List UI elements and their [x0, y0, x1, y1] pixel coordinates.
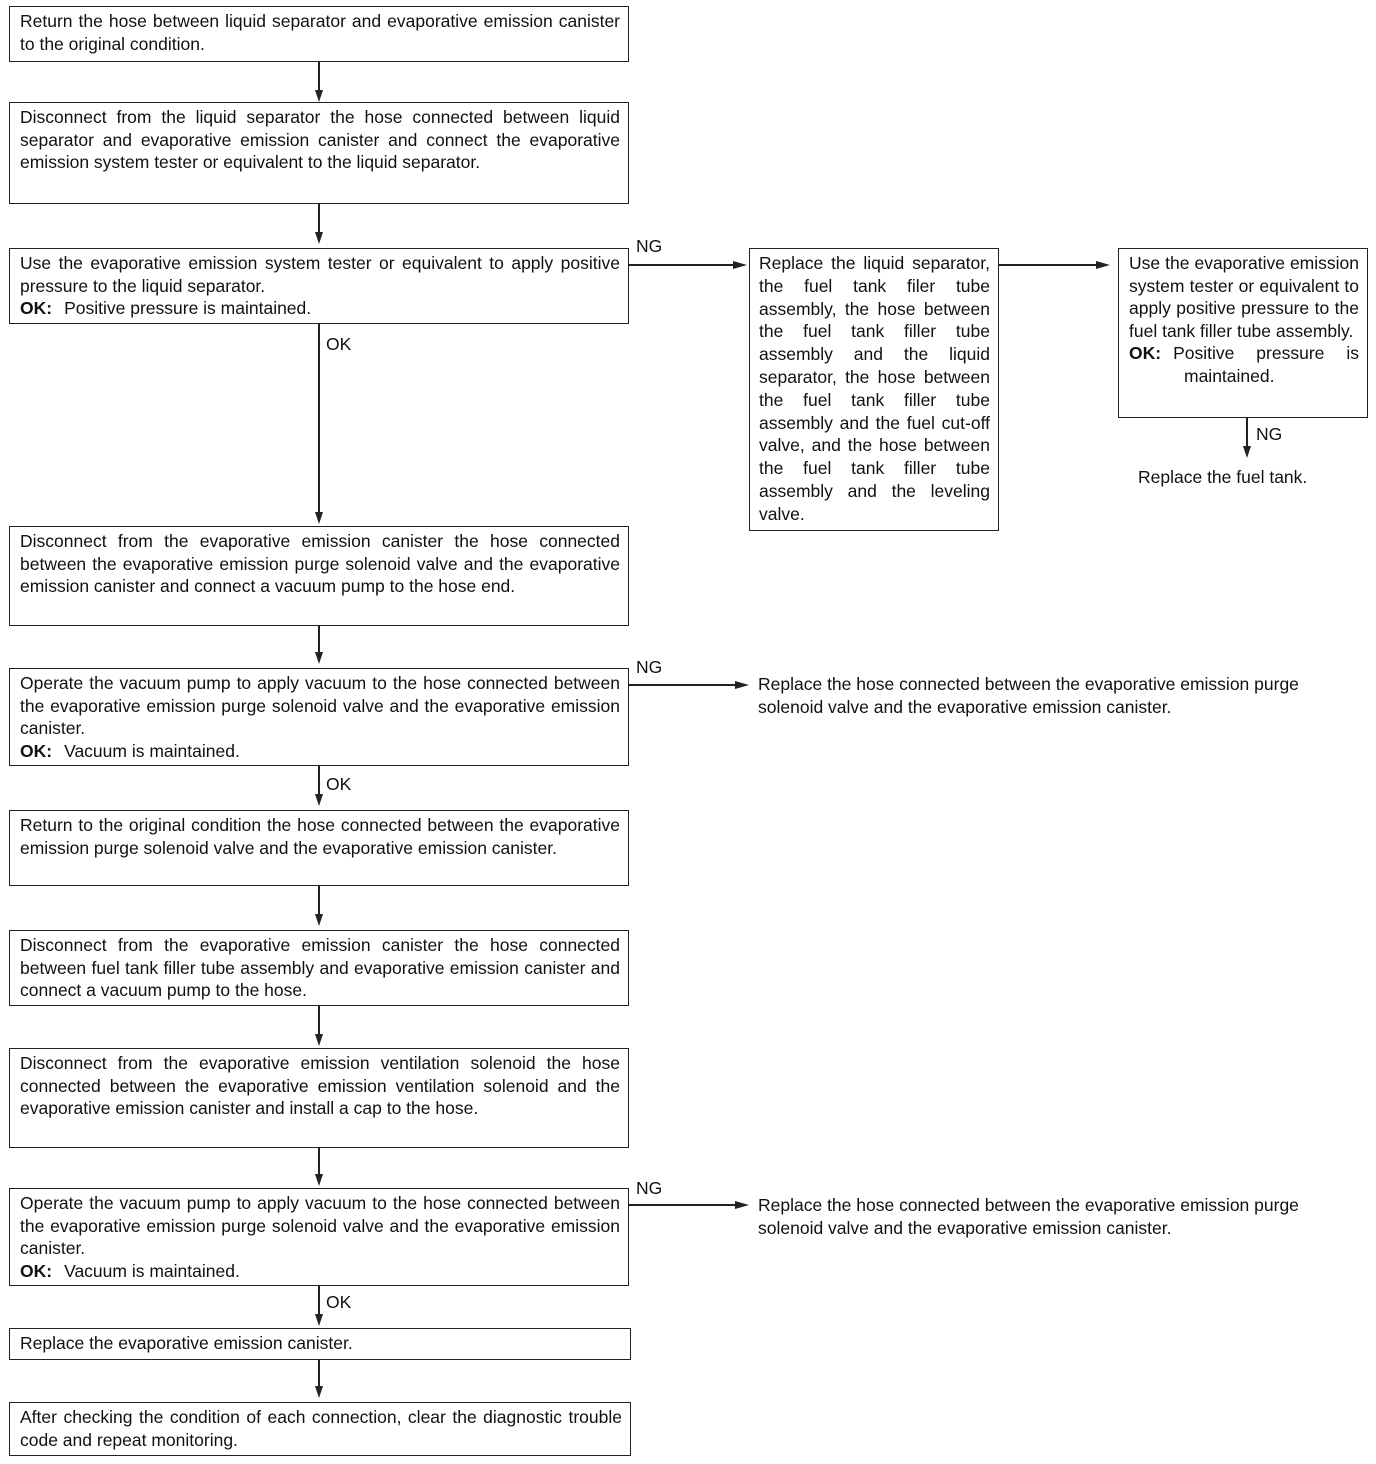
branch-text-replace-fuel-tank: Replace the fuel tank. — [1138, 467, 1308, 487]
ng-label: NG — [1256, 424, 1283, 444]
step-text: Replace the evaporative emission canister. — [20, 1333, 353, 1353]
arrow-down-icon — [315, 652, 323, 664]
arrow-down-icon — [1243, 446, 1251, 458]
branch-box-replace-liquid-separator — [749, 248, 999, 531]
connector-line — [629, 684, 737, 686]
step-text: Operate the vacuum pump to apply vacuum to the hose connected between the evaporative emission purge solenoid valve and the evaporative emission canister. — [20, 1193, 620, 1259]
connector-line — [318, 886, 320, 916]
step-box-disconnect-filler-hose — [9, 930, 629, 1006]
connector-line — [318, 1006, 320, 1036]
connector-line — [1246, 418, 1248, 448]
connector-line — [318, 1360, 320, 1388]
step-box-return-hose — [9, 6, 629, 62]
branch-text: Use the evaporative emission system tester or equivalent to apply positive pressure to the fuel tank filler tube assembly. — [1129, 253, 1359, 341]
step-text: Operate the vacuum pump to apply vacuum to the hose connected between the evaporative emission purge solenoid valve and the evaporative emission canister. — [20, 673, 620, 739]
branch-text: Replace the liquid separator, the fuel tank filer tube assembly, the hose between the fuel tank filler tube assembly and the liquid separator, the hose between the fuel tank filler tube assembly and the fuel cut-off valve, and the hose between the fuel tank filler tube assembly and the leveling valve. — [759, 253, 990, 524]
connector-line — [318, 766, 320, 796]
ok-criteria: OK: Positive pressure is maintained. — [20, 298, 312, 319]
connector-line — [318, 1148, 320, 1176]
step-text: Return to the original condition the hose connected between the evaporative emission purge solenoid valve and the evaporative emission canister. — [20, 815, 620, 858]
step-box-clear-dtc — [9, 1402, 631, 1456]
ok-label: OK — [326, 1292, 352, 1312]
branch-box-pressure-filler-tube — [1118, 248, 1368, 418]
arrow-right-icon — [1096, 261, 1110, 269]
ok-criteria: OK: Positive pressure is maintained. — [1129, 343, 1359, 386]
step-box-replace-canister — [9, 1328, 631, 1360]
ng-label: NG — [636, 1178, 663, 1198]
connector-line — [318, 62, 320, 92]
arrow-down-icon — [315, 1034, 323, 1046]
ok-label: OK — [326, 774, 352, 794]
step-text: Disconnect from the evaporative emission ventilation solenoid the hose connected between the evaporative emission ventilation solenoid and the evaporative emission canister and install a cap to the hose. — [20, 1053, 620, 1119]
connector-line — [629, 264, 735, 266]
step-text: After checking the condition of each connection, clear the diagnostic trouble code and repeat monitoring. — [20, 1407, 622, 1450]
step-box-disconnect-purge-hose — [9, 526, 629, 626]
arrow-down-icon — [315, 794, 323, 806]
arrow-down-icon — [315, 914, 323, 926]
connector-line — [999, 264, 1097, 266]
ok-criteria: OK: Vacuum is maintained. — [20, 1260, 240, 1281]
step-text: Use the evaporative emission system tester or equivalent to apply positive pressure to the liquid separator. — [20, 253, 620, 296]
branch-text-replace-purge-hose-2: Replace the hose connected between the evaporative emission purge solenoid valve and the evaporative emission canister. — [758, 1195, 1299, 1238]
arrow-down-icon — [315, 90, 323, 102]
arrow-right-icon — [735, 681, 749, 689]
arrow-down-icon — [315, 1174, 323, 1186]
ng-label: NG — [636, 236, 663, 256]
connector-line — [318, 1286, 320, 1316]
arrow-down-icon — [315, 512, 323, 524]
connector-line — [318, 324, 320, 514]
connector-line — [318, 626, 320, 654]
step-text: Disconnect from the evaporative emission canister the hose connected between fuel tank filler tube assembly and evaporative emission canister and connect a vacuum pump to the hose. — [20, 935, 620, 1001]
ok-label: OK — [326, 334, 352, 354]
connector-line — [318, 204, 320, 234]
step-box-return-purge-hose — [9, 810, 629, 886]
arrow-right-icon — [733, 261, 747, 269]
arrow-down-icon — [315, 232, 323, 244]
arrow-right-icon — [735, 1201, 749, 1209]
branch-text-replace-purge-hose: Replace the hose connected between the evaporative emission purge solenoid valve and the evaporative emission canister. — [758, 674, 1299, 717]
step-box-apply-vacuum-2 — [9, 1188, 629, 1286]
step-box-apply-positive-pressure — [9, 248, 629, 324]
arrow-down-icon — [315, 1314, 323, 1326]
ng-label: NG — [636, 657, 663, 677]
ok-criteria: OK: Vacuum is maintained. — [20, 740, 240, 761]
connector-line — [629, 1204, 737, 1206]
arrow-down-icon — [315, 1386, 323, 1398]
step-box-disconnect-liquid-separator — [9, 102, 629, 204]
step-text: Disconnect from the liquid separator the hose connected between liquid separator and evaporative emission canister and connect the evaporative emission system tester or equivalent to the liquid separator. — [20, 107, 620, 173]
step-box-cap-ventilation-hose — [9, 1048, 629, 1148]
step-text: Disconnect from the evaporative emission canister the hose connected between the evaporative emission purge solenoid valve and the evaporative emission canister and connect a vacuum pump to the hose end. — [20, 531, 620, 597]
step-text: Return the hose between liquid separator and evaporative emission canister to the original condition. — [20, 11, 620, 54]
step-box-apply-vacuum-1 — [9, 668, 629, 766]
